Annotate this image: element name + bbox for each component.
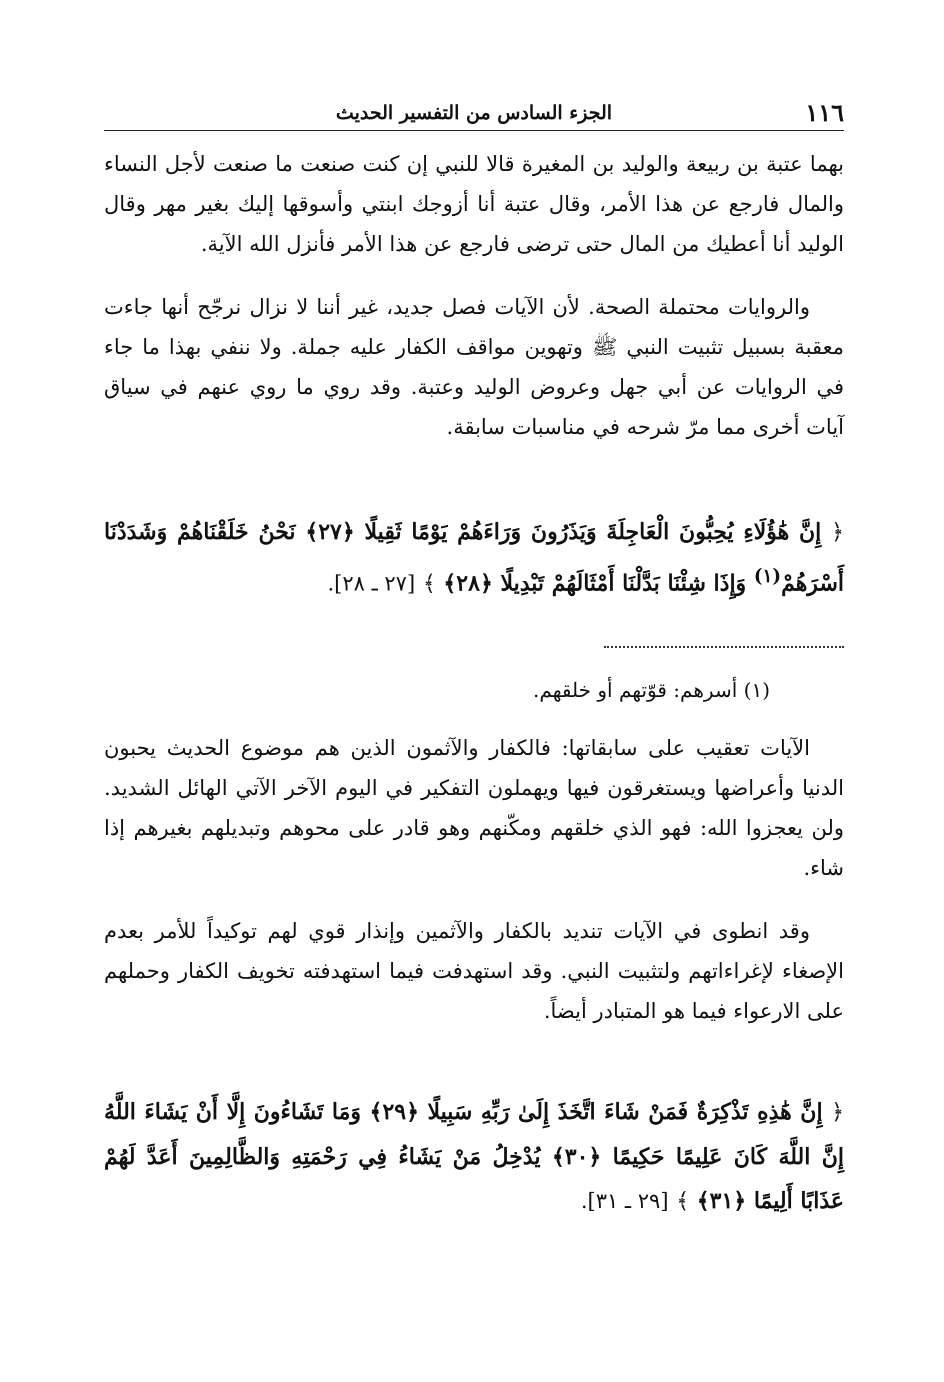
page-header	[104, 96, 844, 131]
verse-close-bracket: ﴾	[676, 1189, 690, 1214]
footnote-number: (١)	[743, 678, 770, 702]
footnote	[104, 672, 804, 708]
paragraph-4: وقد انطوى في الآيات تنديد بالكفار والآثمين وإنذار قوي لهم توكيداً للأمر بعدم الإصغاء لإغراءاتهم ولتثبيت النبي. وقد استهدفت فيما استهدفته تخويف الكفار وحملهم على الارعواء فيما هو المتبادر أيضاً.	[104, 919, 844, 1023]
verse-open-bracket: ﴿	[831, 1100, 844, 1125]
quran-verses-29-31	[104, 1090, 844, 1224]
running-title: الجزء السادس من التفسير الحديث	[335, 102, 613, 124]
paragraph-3: الآيات تعقيب على سابقاتها: فالكفار والآثمون الذين هم موضوع الحديث يحبون الدنيا وأعراضها ويستغرقون فيها ويهملون التفكير في اليوم الآخر الآتي الهائل الشديد. ولن يعجزوا الله: فهو الذي خلقهم ومكّنهم وهو قادر على محوهم وتبديلهم بغيرهم إذا شاء.	[104, 736, 844, 880]
verse-text-28: وَإِذَا شِئْنَا بَدَّلْنَا أَمْثَالَهُمْ تَبْدِيلًا ﴿٢٨﴾	[443, 570, 747, 597]
quran-verses-27-28	[104, 510, 844, 606]
verse-reference: [٢٧ ـ ٢٨].	[327, 571, 416, 596]
paragraph-1: بهما عتبة بن ربيعة والوليد بن المغيرة قالا للنبي إن كنت صنعت ما صنعت لأجل النساء والمال فارجع عن هذا الأمر، وقال عتبة أنا أزوجك ابنتي وأسوقها إليك بغير مهر وقال الوليد أنا أعطيك من المال حتى ترضى فارجع عن هذا الأمر فأنزل الله الآية.	[104, 152, 844, 256]
footnote-marker: (١)	[753, 566, 782, 587]
footnote-divider	[604, 646, 844, 648]
verse-text-29-31: إِنَّ هَٰذِهِ تَذْكِرَةٌ فَمَنْ شَاءَ اتَّخَذَ إِلَىٰ رَبِّهِ سَبِيلًا ﴿٢٩﴾ وَمَا تَشَاءُونَ إِلَّا أَنْ يَشَاءَ اللَّهُ إِنَّ اللَّهَ كَانَ عَلِيمًا حَكِيمًا ﴿٣٠﴾ يُدْخِلُ مَنْ يَشَاءُ فِي رَحْمَتِهِ وَالظَّالِمِينَ أَعَدَّ لَهُمْ عَذَابًا أَلِيمًا ﴿٣١﴾	[104, 1099, 844, 1214]
page-number: ١١٦	[805, 98, 844, 127]
verse-close-bracket: ﴾	[422, 571, 436, 597]
paragraph-2: والروايات محتملة الصحة. لأن الآيات فصل جديد، غير أننا لا نزال نرجّح أنها جاءت معقبة بسبيل تثبيت النبي ﷺ وتهوين مواقف الكفار عليه جملة. ولا ننفي بهذا ما جاء في الروايات عن أبي جهل وعروض الوليد وعتبة. وقد روي ما روي عنهم في سياق آيات أخرى مما مرّ شرحه في مناسبات سابقة.	[104, 295, 844, 439]
verse-text-27-28: إِنَّ هَٰؤُلَاءِ يُحِبُّونَ الْعَاجِلَةَ وَيَذَرُونَ وَرَاءَهُمْ يَوْمًا ثَقِيلًا ﴿٢٧﴾ نَحْنُ خَلَقْنَاهُمْ وَشَدَدْنَا أَسْرَهُمْ	[104, 519, 844, 597]
footnote-text: أسرهم: قوّتهم أو خلقهم.	[533, 678, 738, 702]
verse-open-bracket: ﴿	[831, 520, 844, 545]
verse-reference: [٢٩ ـ ٣١].	[580, 1189, 669, 1213]
